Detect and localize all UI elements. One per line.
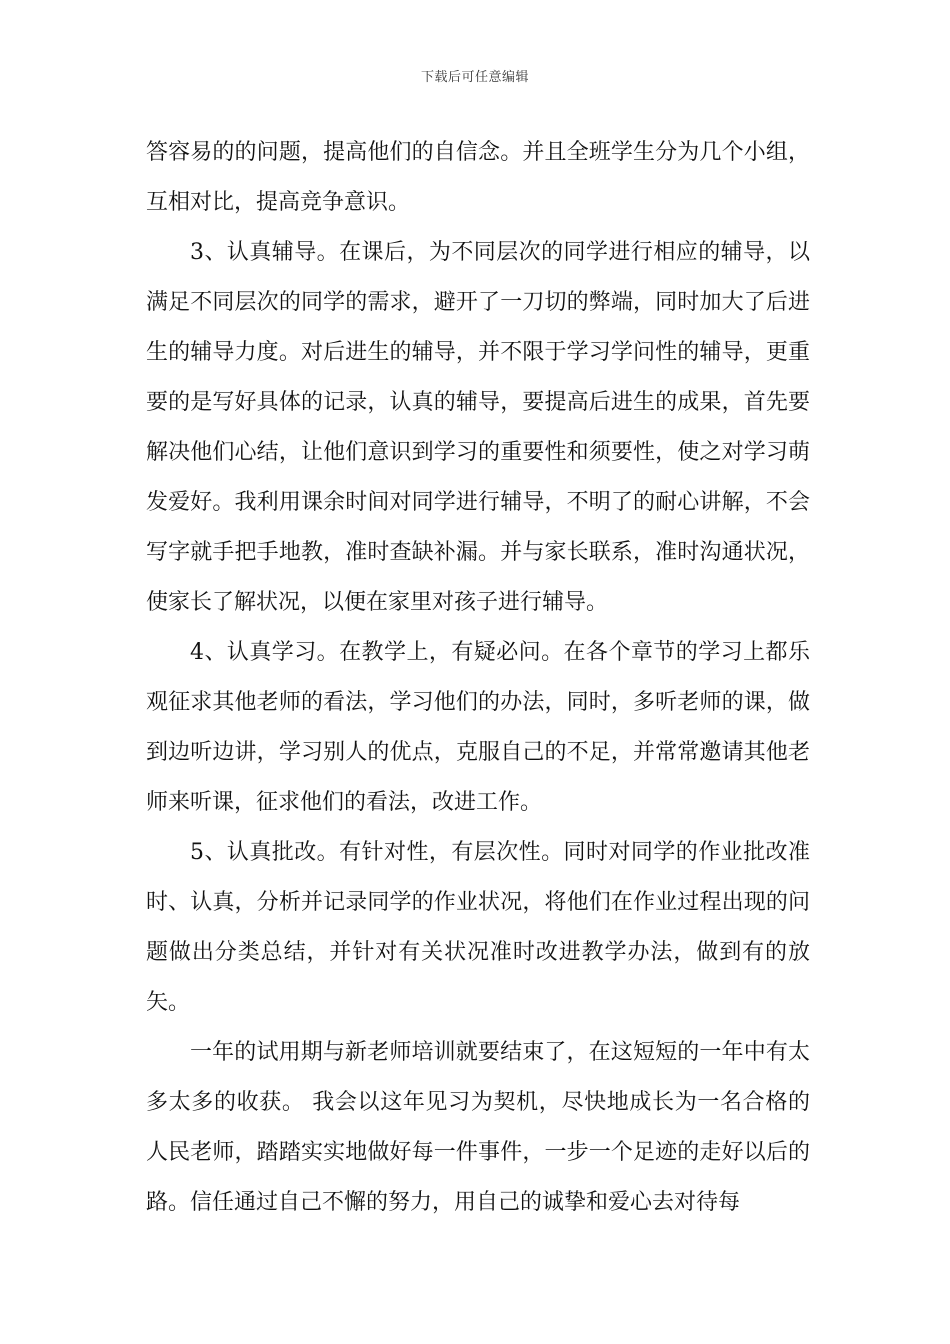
paragraph-continuation: 答容易的的问题，提高他们的自信念。并且全班学生分为几个小组，互相对比，提高竞争意识。 [146, 140, 810, 215]
paragraph-item-5: 5、认真批改。有针对性，有层次性。同时对同学的作业批改准时、认真，分析并记录同学的作业状况，将他们在作业过程出现的问题做出分类总结，并针对有关状况准时改进教学办法，做到有的放矢。 [146, 840, 810, 1015]
page-header-note: 下载后可任意编辑 [420, 70, 529, 85]
paragraph-item-4: 4、认真学习。在教学上，有疑必问。在各个章节的学习上都乐观征求其他老师的看法，学习他们的办法，同时，多听老师的课，做到边听边讲，学习别人的优点，克服自己的不足，并常常邀请其他老师来听课，征求他们的看法，改进工作。 [146, 640, 810, 815]
paragraph-item-3: 3、认真辅导。在课后，为不同层次的同学进行相应的辅导，以满足不同层次的同学的需求，避开了一刀切的弊端，同时加大了后进生的辅导力度。对后进生的辅导，并不限于学习学问性的辅导，更重要的是写好具体的记录，认真的辅导，要提高后进生的成果，首先要解决他们心结，让他们意识到学习的重要性和须要性，使之对学习萌发爱好。我利用课余时间对同学进行辅导，不明了的耐心讲解，不会写字就手把手地教，准时查缺补漏。并与家长联系，准时沟通状况，使家长了解状况，以便在家里对孩子进行辅导。 [146, 240, 810, 615]
document-body [146, 128, 810, 1228]
paragraph-conclusion: 一年的试用期与新老师培训就要结束了，在这短短的一年中有太多太多的收获。 我会以这年见习为契机，尽快地成长为一名合格的人民老师，踏踏实实地做好每一件事件，一步一个足迹的走好以后的路。信任通过自己不懈的努力，用自己的诚挚和爱心去对待每 [146, 1040, 810, 1215]
